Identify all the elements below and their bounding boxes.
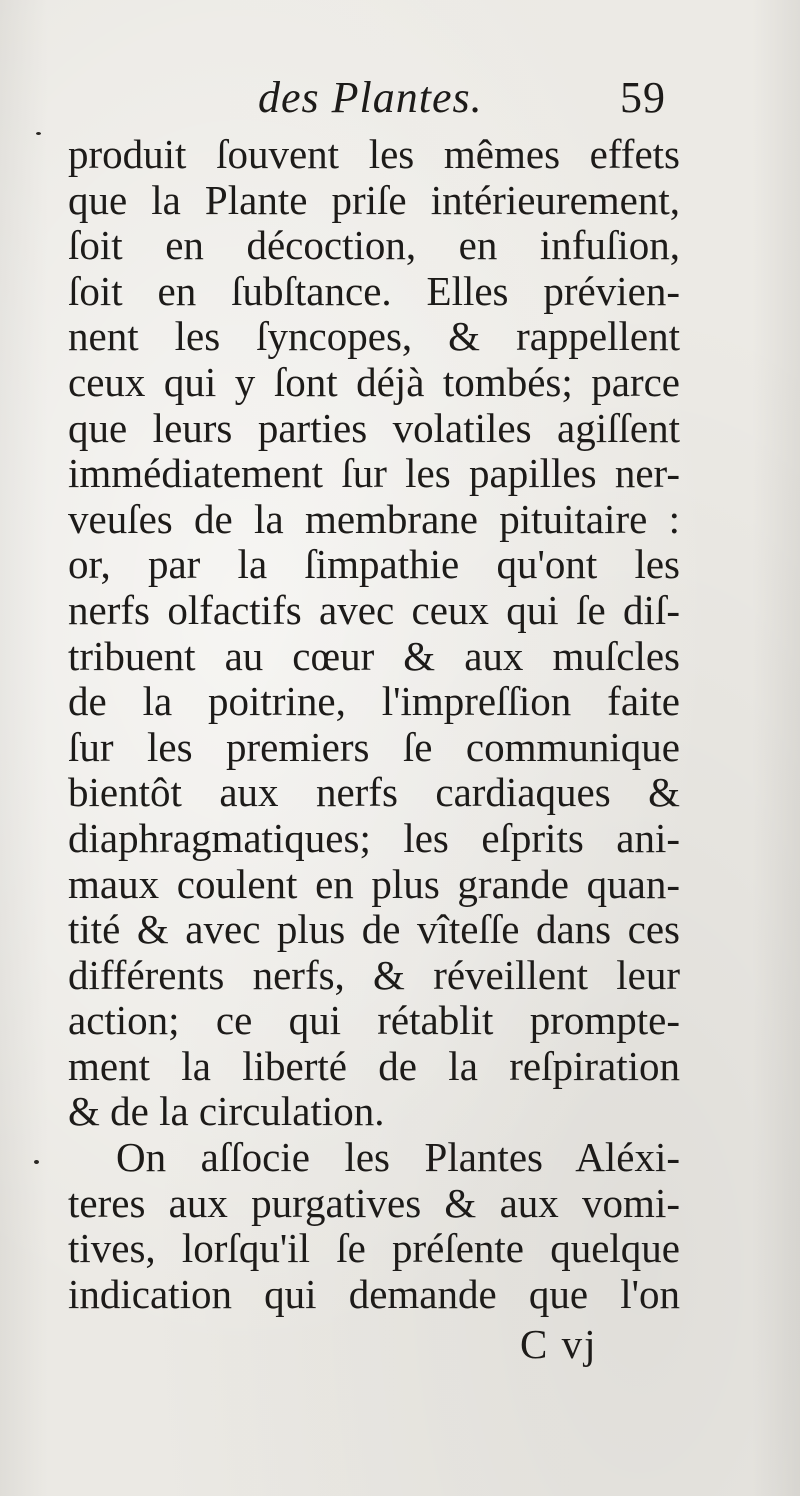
text-line: teres aux purgatives & aux vomi- <box>68 1179 680 1226</box>
text-line: nent les ſyncopes, & rappellent <box>68 313 680 360</box>
text-line: différents nerfs, & réveillent leur <box>68 951 680 998</box>
text-line: ſoit en décoction, en infuſion, <box>68 222 680 269</box>
body-text <box>68 132 680 1317</box>
text-line: On aſſocie les Plantes Aléxi- <box>116 1134 680 1181</box>
text-line: or, par la ſimpathie qu'ont les <box>68 541 680 588</box>
ink-speck <box>36 132 41 135</box>
text-line: diaphragmatiques; les eſprits ani- <box>68 814 680 861</box>
text-line: tives, lorſqu'il ſe préſente quelque <box>68 1225 680 1272</box>
text-line: tité & avec plus de vîteſſe dans ces <box>68 906 680 953</box>
text-line: ment la liberté de la reſpiration <box>68 1042 680 1089</box>
text-line: veuſes de la membrane pituitaire : <box>68 495 680 542</box>
text-line: maux coulent en plus grande quan- <box>68 860 680 907</box>
text-line: tribuent au cœur & aux muſcles <box>68 632 680 679</box>
running-title: des Plantes. <box>258 73 483 122</box>
text-line: indication qui demande que l'on <box>68 1270 680 1317</box>
printer-signature-mark: C vj <box>520 1321 598 1367</box>
text-line: nerfs olfactifs avec ceux qui ſe diſ- <box>68 586 680 633</box>
text-line: que la Plante priſe intérieurement, <box>68 176 680 223</box>
text-line: de la poitrine, l'impreſſion faite <box>68 678 680 725</box>
ink-speck <box>34 1160 39 1164</box>
text-line: ſoit en ſubſtance. Elles prévien- <box>68 267 680 314</box>
text-line: & de la circulation. <box>68 1088 385 1135</box>
page-header <box>0 72 800 132</box>
text-line: immédiatement ſur les papilles ner- <box>68 450 680 497</box>
page-number: 59 <box>620 73 666 122</box>
text-line: bientôt aux nerfs cardiaques & <box>68 769 680 816</box>
text-line: ceux qui y ſont déjà tombés; parce <box>68 358 680 405</box>
text-line: que leurs parties volatiles agiſſent <box>68 404 680 451</box>
text-line: ſur les premiers ſe communique <box>68 723 680 770</box>
text-line: produit ſouvent les mêmes effets <box>68 131 680 177</box>
text-line: action; ce qui rétablit prompte- <box>68 997 680 1044</box>
